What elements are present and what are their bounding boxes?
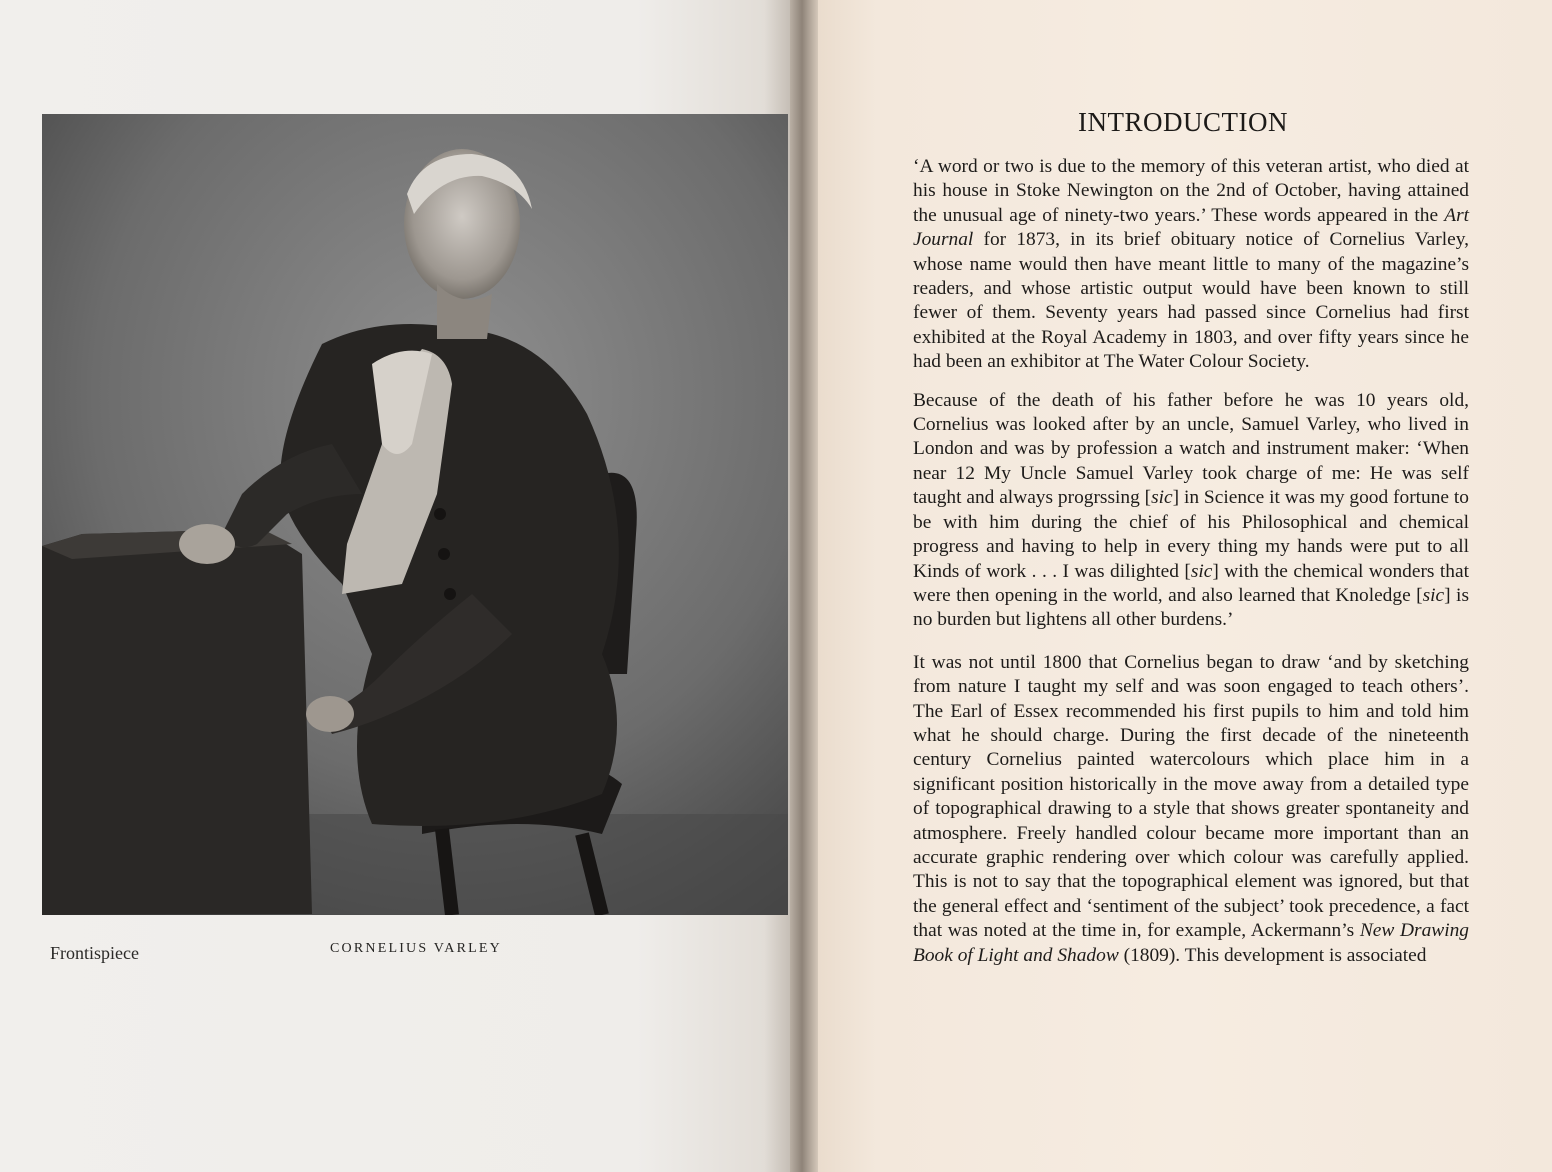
book-gutter: [790, 0, 820, 1172]
paragraph-1: [913, 155, 1469, 375]
chapter-heading: INTRODUCTION: [1078, 107, 1288, 137]
paragraph-2: [913, 389, 1469, 633]
italic-run: sic: [1190, 560, 1213, 582]
portrait-photograph: [42, 114, 788, 915]
paragraph-3: [913, 651, 1469, 968]
text-run: ] in Science it was my good fortune to be with him during the chief of his Philosophical and chemical progress and having to help in every thing my hands were put to all Kinds of work . . . I was dilighted [: [913, 487, 1469, 582]
italic-run: sic: [1151, 487, 1173, 509]
portrait-caption: CORNELIUS VARLEY: [330, 941, 502, 956]
text-run: ] is no burden but lightens all other burdens.’: [913, 584, 1469, 631]
italic-run: New Drawing Book of Light and Shadow: [913, 920, 1469, 966]
text-run: for 1873, in its brief obituary notice of Cornelius Varley, whose name would then have meant little to many of the magazine’s readers, and whose artistic output would have been known to still fewer of them. Seventy years had passed since Cornelius had first exhibited at the Royal Academy in 1803, and over fifty years since he had been an exhibitor at The Water Colour Society.: [913, 229, 1469, 373]
portrait-illustration: [42, 114, 788, 915]
introduction-text: [913, 155, 1469, 982]
text-run: ] with the chemical wonders that were then opening in the world, and also learned that Knoledge [: [913, 560, 1469, 606]
italic-run: sic: [1422, 584, 1445, 606]
text-run: (1809). This development is associated: [1118, 944, 1427, 966]
frontispiece-label: Frontispiece: [50, 943, 139, 963]
italic-run: Art Journal: [913, 204, 1469, 251]
text-run: Because of the death of his father before he was 10 years old, Cornelius was looked after by an uncle, Samuel Varley, who lived in London and was by profession a watch and instrument maker: ‘When near 12 My Uncle Samuel Varley took charge of me: He was self taught and always progrssing [: [913, 389, 1469, 509]
text-run: It was not until 1800 that Cornelius began to draw ‘and by sketching from nature I taught my self and was soon engaged to teach others’. The Earl of Essex recommended his first pupils to him and told him what he should charge. During the first decade of the nineteenth century Cornelius painted watercolours which place him in a significant position historically in the move away from a detailed type of topographical drawing to a style that shows greater spontaneity and atmosphere. Freely handled colour became more important than an accurate graphic rendering over which colour was carefully applied. This is not to say that the topographical element was ignored, but that the general effect and ‘sentiment of the subject’ took precedence, a fact that was noted at the time in, for example, Ackermann’s: [913, 651, 1469, 942]
text-run: ‘A word or two is due to the memory of this veteran artist, who died at his house in Stoke Newington on the 2nd of October, having attained the unusual age of ninety-two years.’ These words appeared in the: [913, 156, 1469, 226]
